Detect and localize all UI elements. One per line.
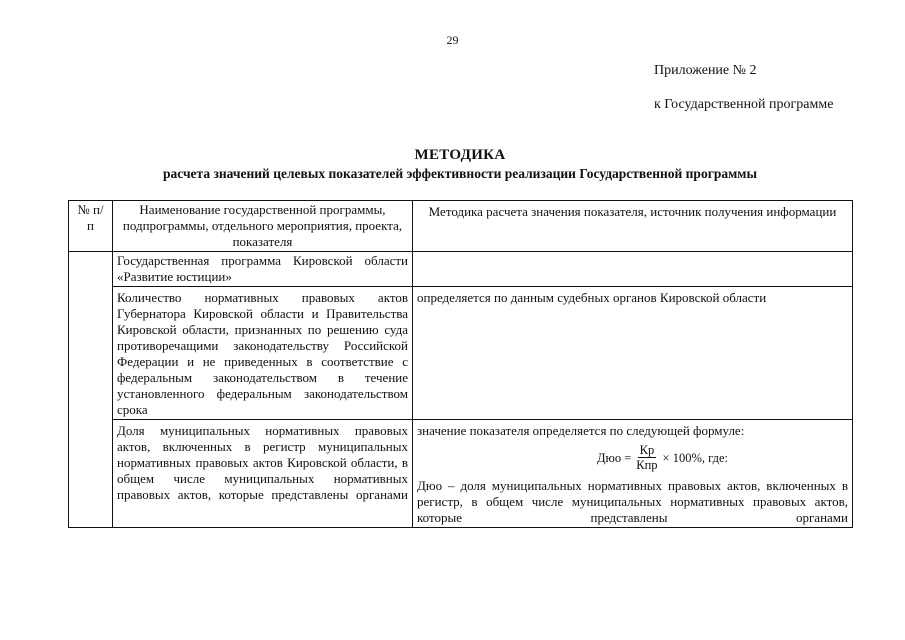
document-subtitle: расчета значений целевых показателей эффективности реализации Государственной программы	[162, 166, 758, 181]
document-title: МЕТОДИКА	[414, 147, 506, 163]
indicator-method-cell: определяется по данным судебных органов Кировской области	[413, 287, 853, 420]
method-definition: Дюо – доля муниципальных нормативных правовых актов, включенных в регистр, в общем числе муниципальных нормативных правовых актов, которые представлены органами	[417, 478, 848, 525]
formula-suffix: × 100%, где:	[662, 450, 729, 465]
row-number-cell	[69, 252, 113, 528]
indicator-name-cell: Количество нормативных правовых актов Губернатора Кировской области и Правительства Кировской области, признанных по решению суда противоречащими законодательству Российской Федерации и не приведенных в соответствие с федеральным законодательством в течение установленного федеральным законодательством срока	[113, 287, 413, 420]
formula-fraction	[634, 443, 659, 472]
appendix-label: Приложение № 2	[654, 63, 757, 78]
methodology-table	[68, 200, 853, 528]
formula	[477, 443, 848, 472]
header-method: Методика расчета значения показателя, источник получения информации	[413, 201, 853, 252]
indicator-method-cell	[413, 420, 853, 528]
page-number: 29	[446, 33, 459, 47]
program-method-cell	[413, 252, 853, 287]
formula-lhs: Дюо =	[596, 450, 632, 465]
program-name-cell: Государственная программа Кировской области «Развитие юстиции»	[113, 252, 413, 287]
table-row	[69, 287, 853, 420]
table-row	[69, 252, 853, 287]
header-name: Наименование государственной программы, подпрограммы, отдельного мероприятия, проекта, показателя	[113, 201, 413, 252]
formula-numerator: Кр	[639, 443, 655, 457]
header-number: № п/п	[69, 201, 113, 252]
formula-denominator: Кпр	[636, 458, 658, 472]
table-header-row	[69, 201, 853, 252]
indicator-name-cell	[113, 420, 413, 528]
method-intro: значение показателя определяется по следующей формуле:	[417, 423, 745, 438]
table-row	[69, 420, 853, 528]
indicator-name-text: Доля муниципальных нормативных правовых актов, включенных в регистр муниципальных нормативных правовых актов Кировской области, в общем числе муниципальных нормативных правовых актов, которые представлены органами	[117, 423, 408, 502]
appendix-reference: к Государственной программе	[654, 97, 834, 112]
